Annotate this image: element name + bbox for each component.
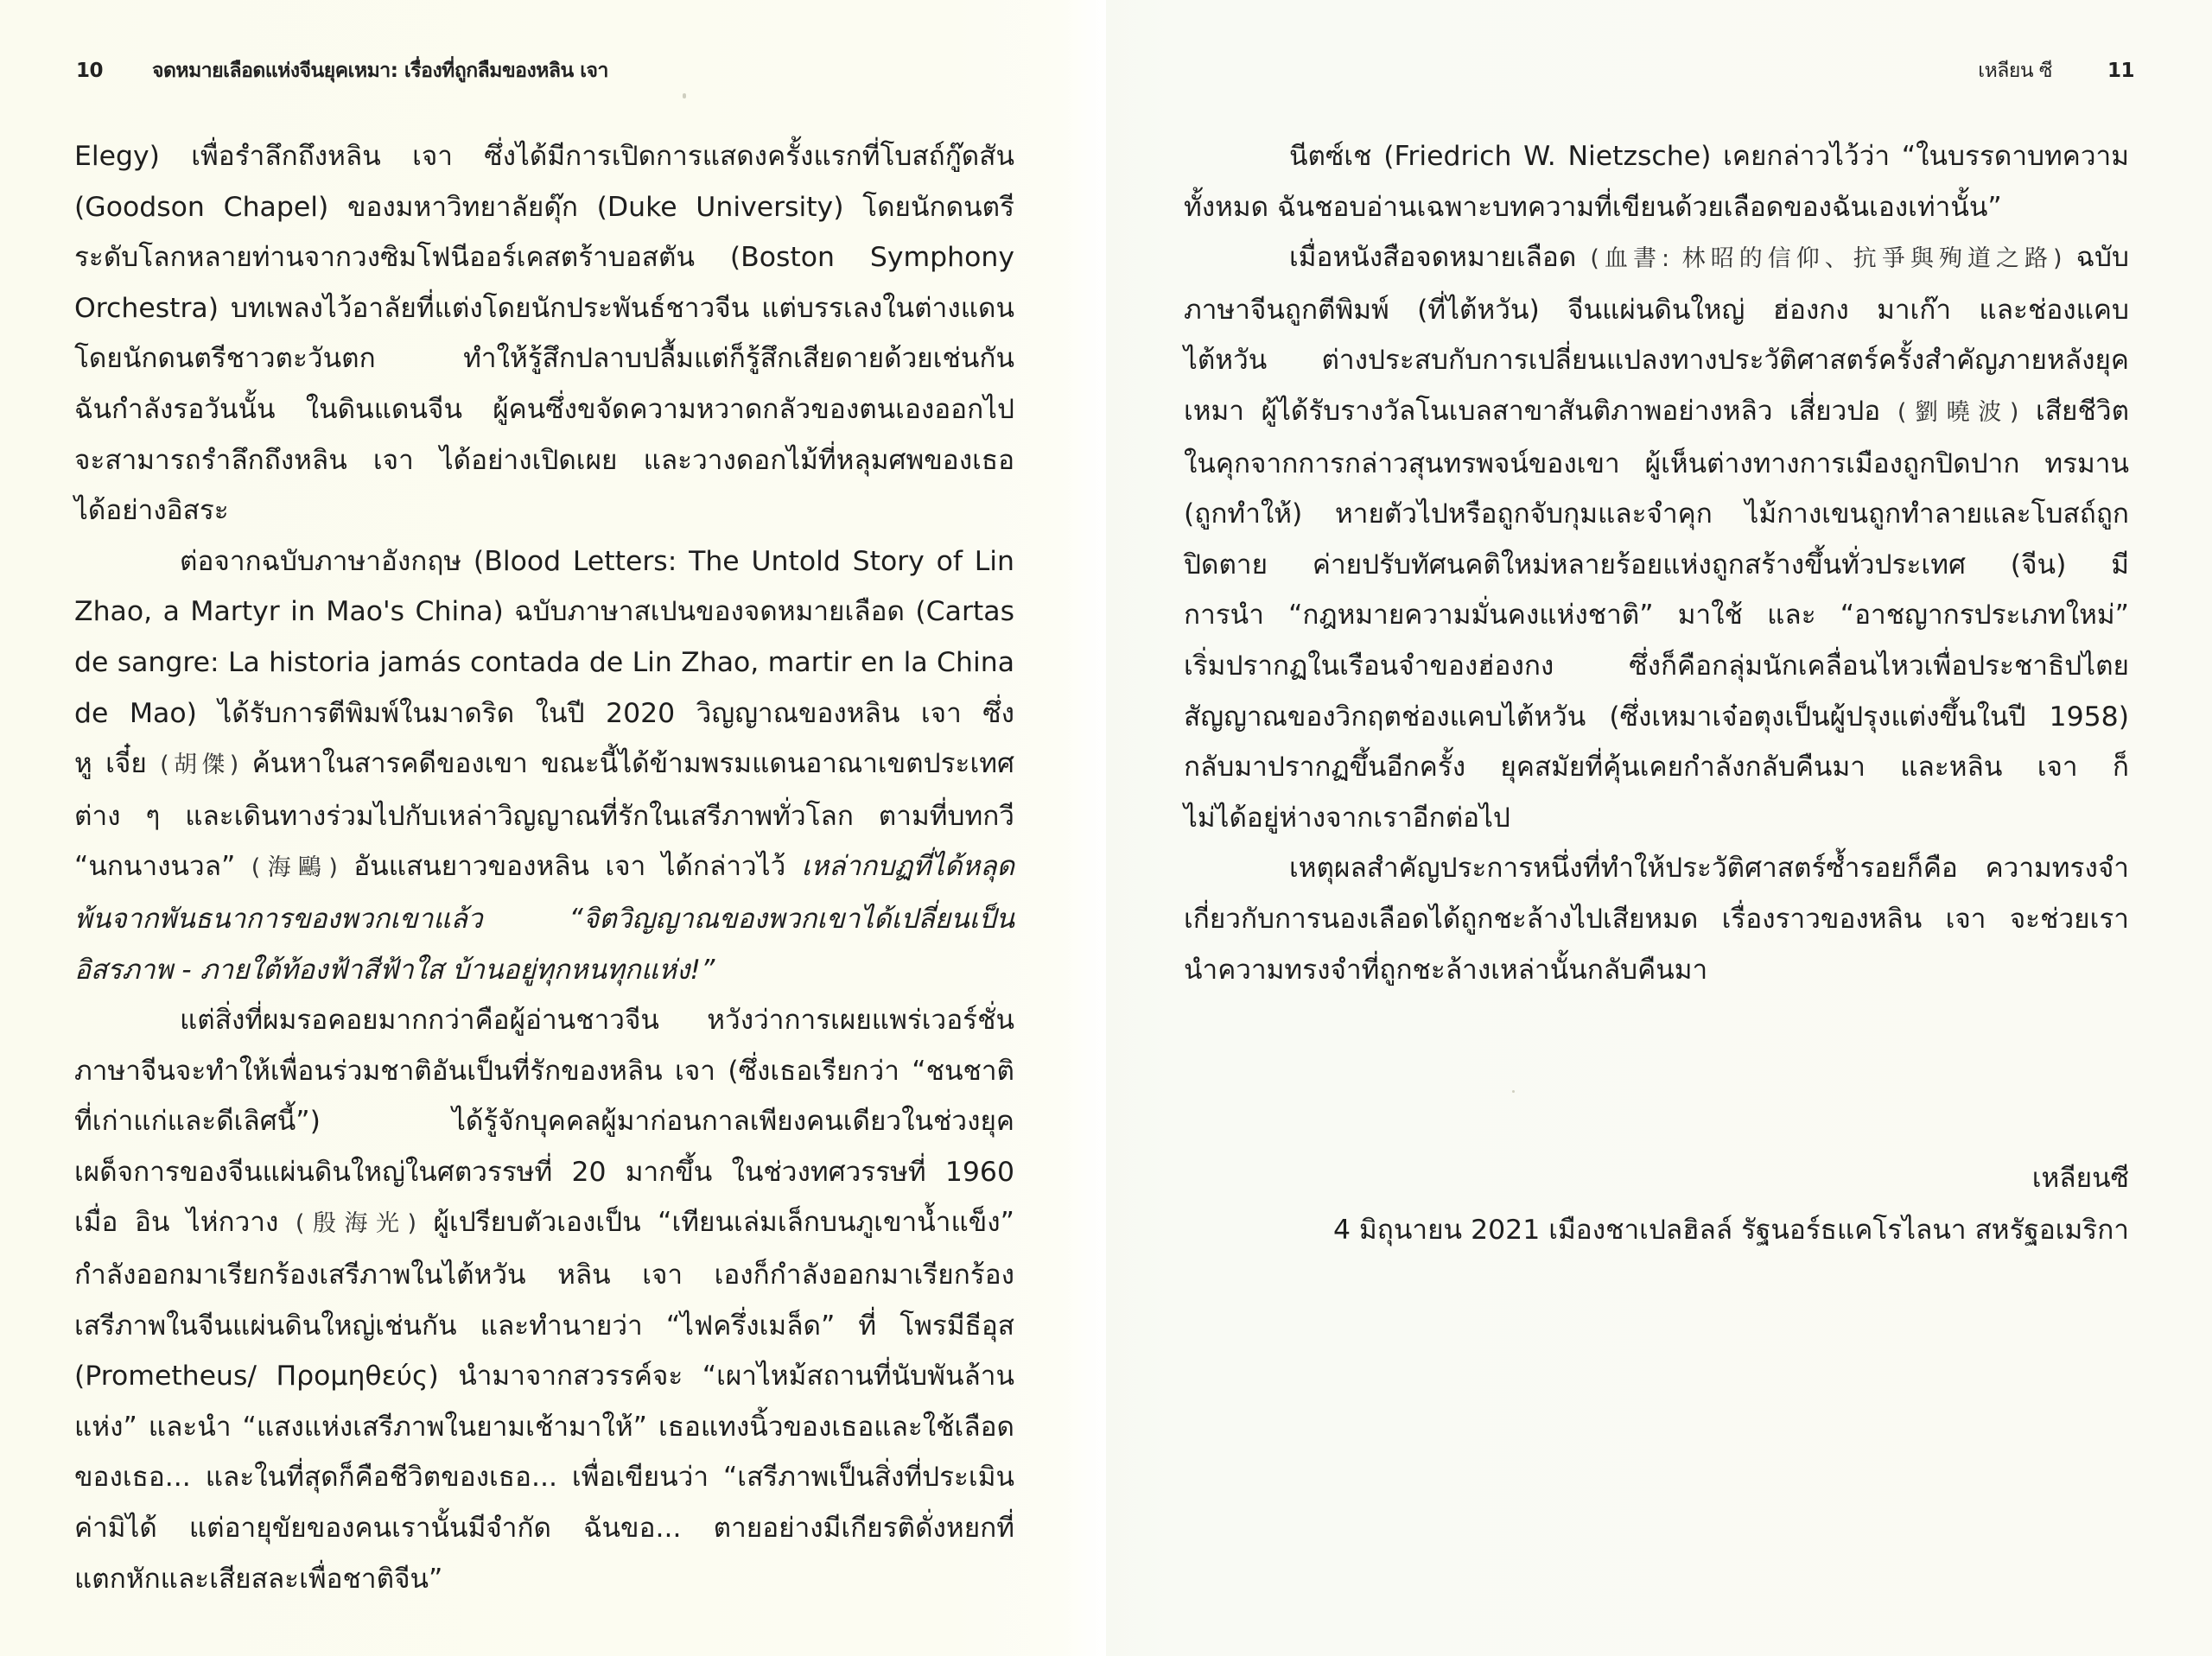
text-line: ของเธอ... และในที่สุดก็คือชีวิตของเธอ... เพื่อเขียนว่า “เสรีภาพเป็นสิ่งที่ประเมิน — [74, 1462, 1014, 1494]
running-title: เหลียน ซี — [1978, 60, 2052, 82]
right-running-head — [1978, 55, 2134, 86]
text-line: ภาษาจีนจะทำให้เพื่อนร่วมชาติอันเป็นที่รักของหลิน เจา (ซึ่งเธอเรียกว่า “ชนชาติ — [74, 1055, 1014, 1087]
chinese-name: (劉曉波) — [1897, 398, 2019, 426]
italic-quote: เหล่ากบฏที่ได้หลุด — [801, 851, 1014, 883]
text-run: เมื่อหนังสือจดหมายเลือด — [1289, 242, 1577, 274]
text-line: เสรีภาพในจีนแผ่นดินใหญ่เช่นกัน และทำนายว่า “ไฟครึ่งเมล็ด” ที่ โพรมีธีอุส — [74, 1310, 1014, 1342]
text-line: de Mao) ได้รับการตีพิมพ์ในมาดริด ในปี 2020 วิญญาณของหลิน เจา ซึ่ง — [74, 697, 1014, 729]
text-line — [74, 1197, 1014, 1250]
text-run: เหมา ผู้ได้รับรางวัลโนเบลสาขาสันติภาพอย่างหลิว เสี่ยวปอ — [1184, 395, 1881, 427]
text-line: ทั้งหมด ฉันชอบอ่านเฉพาะบทความที่เขียนด้วยเลือดของฉันเองเท่านั้น” — [1184, 191, 2002, 223]
text-line: ต่าง ๆ และเดินทางร่วมไปกับเหล่าวิญญาณที่รักในเสรีภาพทั่วโลก ตามที่บทกวี — [74, 800, 1014, 832]
text-run: ค้นหาในสารคดีของเขา ขณะนี้ได้ข้ามพรมแดนอาณาเขตประเทศ — [251, 748, 1014, 780]
text-line: ปิดตาย ค่ายปรับทัศนคติใหม่หลายร้อยแห่งถูกสร้างขึ้นทั่วประเทศ (จีน) มี — [1184, 549, 2129, 581]
text-line: จะสามารถรำลึกถึงหลิน เจา ได้อย่างเปิดเผย และวางดอกไม้ที่หลุมศพของเธอ — [74, 444, 1014, 476]
text-line: Zhao, a Martyr in Mao's China) ฉบับภาษาสเปนของจดหมายเลือด (Cartas — [74, 596, 1014, 628]
text-line — [1184, 386, 2129, 439]
text-line: ที่เก่าแก่และดีเลิศนี้”) ได้รู้จักบุคคลผู้มาก่อนกาลเพียงคนเดียวในช่วงยุค — [74, 1106, 1014, 1138]
text-run: “นกนางนวล” — [74, 851, 236, 883]
left-running-head — [76, 55, 608, 86]
paragraph-start: ต่อจากฉบับภาษาอังกฤษ (Blood Letters: The Untold Story of Lin — [180, 545, 1014, 577]
text-line: ค่ามิได้ แต่อายุขัยของคนเรานั้นมีจำกัด ฉันขอ... ตายอย่างมีเกียรติดั่งหยกที่ — [74, 1513, 1014, 1545]
text-line: ได้อย่างอิสระ — [74, 495, 229, 527]
text-line: กลับมาปรากฏขึ้นอีกครั้ง ยุคสมัยที่คุ้นเคยกำลังกลับคืนมา และหลิน เจา ก็ — [1184, 752, 2129, 784]
text-line: เผด็จการของจีนแผ่นดินใหญ่ในศตวรรษที่ 20 มากขึ้น ในช่วงทศวรรษที่ 1960 — [74, 1156, 1014, 1188]
text-line: นำความทรงจำที่ถูกชะล้างเหล่านั้นกลับคืนมา — [1184, 954, 1708, 986]
running-title: จดหมายเลือดแห่งจีนยุคเหมา: เรื่องที่ถูกลืมของหลิน เจา — [152, 60, 608, 82]
text-line: (ถูกทำให้) หายตัวไปหรือถูกจับกุมและจำคุก ไม้กางเขนถูกทำลายและโบสถ์ถูก — [1184, 498, 2129, 530]
text-line: แห่ง” และนำ “แสงแห่งเสรีภาพในยามเช้ามาให้” เธอแทงนิ้วของเธอและใช้เลือด — [74, 1411, 1014, 1443]
text-run: เสียชีวิต — [2036, 395, 2130, 427]
chinese-name: (胡傑) — [160, 752, 239, 779]
right-page — [1106, 0, 2212, 1656]
text-run: เมื่อ อิน ไห่กวาง — [74, 1207, 279, 1239]
text-line: ระดับโลกหลายท่านจากวงซิมโฟนีออร์เคสตร้าบอสตัน (Boston Symphony — [74, 242, 1014, 274]
text-line: ภาษาจีนถูกตีพิมพ์ (ที่ไต้หวัน) จีนแผ่นดินใหญ่ ฮ่องกง มาเก๊า และช่องแคบ — [1184, 294, 2129, 326]
text-line: เริ่มปรากฏในเรือนจำของฮ่องกง ซึ่งก็คือกลุ่มนักเคลื่อนไหวเพื่อประชาธิปไตย — [1184, 650, 2129, 682]
text-run: ผู้เปรียบตัวเองเป็น “เทียนเล่มเล็กบนภูเขาน้ำแข็ง” — [433, 1207, 1014, 1239]
paragraph-start: เหตุผลสำคัญประการหนึ่งที่ทำให้ประวัติศาสตร์ซ้ำรอยก็คือ ความทรงจำ — [1289, 853, 2129, 885]
chinese-name: (海鷗) — [251, 854, 338, 882]
text-line: กำลังออกมาเรียกร้องเสรีภาพในไต้หวัน หลิน เจา เองก็กำลังออกมาเรียกร้อง — [74, 1259, 1014, 1291]
text-line: ไม่ได้อยู่ห่างจากเราอีกต่อไป — [1184, 802, 1510, 834]
chinese-title: (血書: 林昭的信仰、抗爭與殉道之路) — [1590, 245, 2063, 273]
signature-date-place: 4 มิถุนายน 2021 เมืองชาเปลฮิลล์ รัฐนอร์ธแคโรไลนา สหรัฐอเมริกา — [1332, 1215, 2129, 1246]
paper-speck — [683, 93, 686, 98]
text-line: แตกหักและเสียสละเพื่อชาติจีน” — [74, 1563, 443, 1595]
paragraph-start: นีตซ์เช (Friedrich W. Nietzsche) เคยกล่าวไว้ว่า “ในบรรดาบทความ — [1289, 141, 2129, 172]
italic-quote-line: อิสรภาพ - ภายใต้ท้องฟ้าสีฟ้าใส บ้านอยู่ทุกหนทุกแห่ง!” — [74, 954, 715, 986]
left-body-text — [74, 131, 1014, 1604]
text-run: ฉบับ — [2075, 242, 2130, 274]
author-signature: เหลียนซี — [2031, 1163, 2129, 1194]
chinese-name: (殷海光) — [295, 1210, 416, 1238]
text-line: (Goodson Chapel) ของมหาวิทยาลัยดุ๊ก (Duke University) โดยนักดนตรี — [74, 191, 1014, 223]
text-run: อันแสนยาวของหลิน เจา ได้กล่าวไว้ — [353, 851, 786, 883]
text-line: Elegy) เพื่อรำลึกถึงหลิน เจา ซึ่งได้มีการเปิดการแสดงครั้งแรกที่โบสถ์กู๊ดสัน — [74, 141, 1014, 172]
text-line — [74, 739, 1014, 791]
text-line: de sangre: La historia jamás contada de Lin Zhao, martir en la China — [74, 646, 1014, 678]
page-number: 10 — [76, 60, 104, 82]
text-line: ฉันกำลังรอวันนั้น ในดินแดนจีน ผู้คนซึ่งขจัดความหวาดกลัวของตนเองออกไป — [74, 393, 1014, 425]
paragraph-start — [1184, 232, 2129, 285]
text-line: เกี่ยวกับการนองเลือดได้ถูกชะล้างไปเสียหมด เรื่องราวของหลิน เจา จะช่วยเรา — [1184, 903, 2129, 935]
page-number: 11 — [2107, 60, 2134, 82]
text-run: หู เจี๋ย — [74, 748, 147, 780]
text-line: (Prometheus/ Προμηθεύς) นำมาจากสวรรค์จะ “เผาไหม้สถานที่นับพันล้าน — [74, 1361, 1014, 1393]
text-line: สัญญาณของวิกฤตช่องแคบไต้หวัน (ซึ่งเหมาเจ๋อตุงเป็นผู้ปรุงแต่งขึ้นในปี 1958) — [1184, 701, 2129, 733]
paragraph-start: แต่สิ่งที่ผมรอคอยมากกว่าคือผู้อ่านชาวจีน หวังว่าการเผยแพร่เวอร์ชั่น — [180, 1005, 1014, 1037]
paper-speck — [1512, 1090, 1515, 1093]
italic-quote-line: พ้นจากพันธนาการของพวกเขาแล้ว “จิตวิญญาณของพวกเขาได้เปลี่ยนเป็น — [74, 903, 1014, 935]
text-line: โดยนักดนตรีชาวตะวันตก ทำให้รู้สึกปลาบปลื้มแต่ก็รู้สึกเสียดายด้วยเช่นกัน — [74, 343, 1014, 375]
right-body-text — [1184, 131, 2129, 995]
text-line — [74, 841, 1014, 894]
text-line: Orchestra) บทเพลงไว้อาลัยที่แต่งโดยนักประพันธ์ชาวจีน แต่บรรเลงในต่างแดน — [74, 292, 1014, 324]
text-line: การนำ “กฎหมายความมั่นคงแห่งชาติ” มาใช้ และ “อาชญากรประเภทใหม่” — [1184, 600, 2129, 631]
text-line: ไต้หวัน ต่างประสบกับการเปลี่ยนแปลงทางประวัติศาสตร์ครั้งสำคัญภายหลังยุค — [1184, 345, 2129, 377]
text-line: ในคุกจากการกล่าวสุนทรพจน์ของเขา ผู้เห็นต่างทางการเมืองถูกปิดปาก ทรมาน — [1184, 447, 2129, 479]
